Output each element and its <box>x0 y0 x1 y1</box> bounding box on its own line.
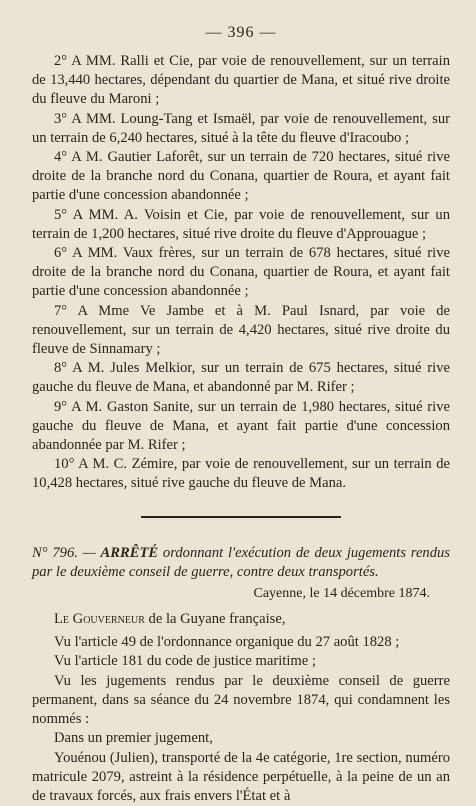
governor-rest: de la Guyane française, <box>145 611 286 627</box>
section-divider <box>141 516 341 518</box>
arrete-text: ordonnant l'exécution de deux jugements rendus par le deuxième conseil de guerre, contre deux transportés. <box>32 545 450 580</box>
body-paragraph: Vu l'article 49 de l'ordonnance organique du 27 août 1828 ; <box>32 633 450 652</box>
decree-body <box>32 633 450 806</box>
concession-item: 9° A M. Gaston Sanite, sur un terrain de 1,980 hectares, situé rive gauche du fleuve de Mana, et ayant fait partie d'une concession abandonnée par M. Rifer ; <box>32 398 450 456</box>
body-paragraph: Dans un premier jugement, <box>32 729 450 748</box>
body-paragraph: Vu l'article 181 du code de justice maritime ; <box>32 652 450 671</box>
concession-item: 3° A MM. Loung-Tang et Ismaël, par voie de renouvellement, sur un terrain de 6,240 hectares, situé à la tête du fleuve d'Iracoubo ; <box>32 110 450 148</box>
arrete-label: ARRÊTÉ <box>101 545 159 561</box>
governor-prefix: Le Gouverneur <box>54 611 145 627</box>
concession-item: 2° A MM. Ralli et Cie, par voie de renouvellement, sur un terrain de 13,440 hectares, dépendant du quartier de Mana, et situé rive droite du fleuve du Maroni ; <box>32 52 450 110</box>
concession-item: 10° A M. C. Zémire, par voie de renouvellement, sur un terrain de 10,428 hectares, situé rive gauche du fleuve de Mana. <box>32 455 450 493</box>
governor-line <box>32 610 450 629</box>
concession-item: 8° A M. Jules Melkior, sur un terrain de 675 hectares, situé rive gauche du fleuve de Mana, et abandonné par M. Rifer ; <box>32 359 450 397</box>
arrete-number: N° 796. — <box>32 545 96 561</box>
concession-list <box>32 52 450 494</box>
concession-item: 5° A MM. A. Voisin et Cie, par voie de renouvellement, sur un terrain de 1,200 hectares, situé rive droite du fleuve d'Approuague ; <box>32 206 450 244</box>
arrete-heading <box>32 544 450 582</box>
body-paragraph: Youénou (Julien), transporté de la 4e catégorie, 1re section, numéro matricule 2079, astreint à la résidence perpétuelle, à la peine de un an de travaux forcés, aux frais envers l'État et à <box>32 749 450 806</box>
body-paragraph: Vu les jugements rendus par le deuxième conseil de guerre permanent, dans sa séance du 24 novembre 1874, qui condamnent les nommés : <box>32 672 450 730</box>
page-number: — 396 — <box>32 24 450 42</box>
date-line: Cayenne, le 14 décembre 1874. <box>32 586 430 602</box>
concession-item: 6° A MM. Vaux frères, sur un terrain de 678 hectares, situé rive droite de la branche nord du Conana, quartier de Roura, et ayant fait partie d'une concession abandonnée ; <box>32 244 450 302</box>
concession-item: 4° A M. Gautier Laforêt, sur un terrain de 720 hectares, situé rive droite de la branche nord du Conana, quartier de Roura, et ayant fait partie d'une concession abandonnée ; <box>32 148 450 206</box>
concession-item: 7° A Mme Ve Jambe et à M. Paul Isnard, par voie de renouvellement, sur un terrain de 4,420 hectares, situé rive droite du fleuve de Sinnamary ; <box>32 302 450 360</box>
